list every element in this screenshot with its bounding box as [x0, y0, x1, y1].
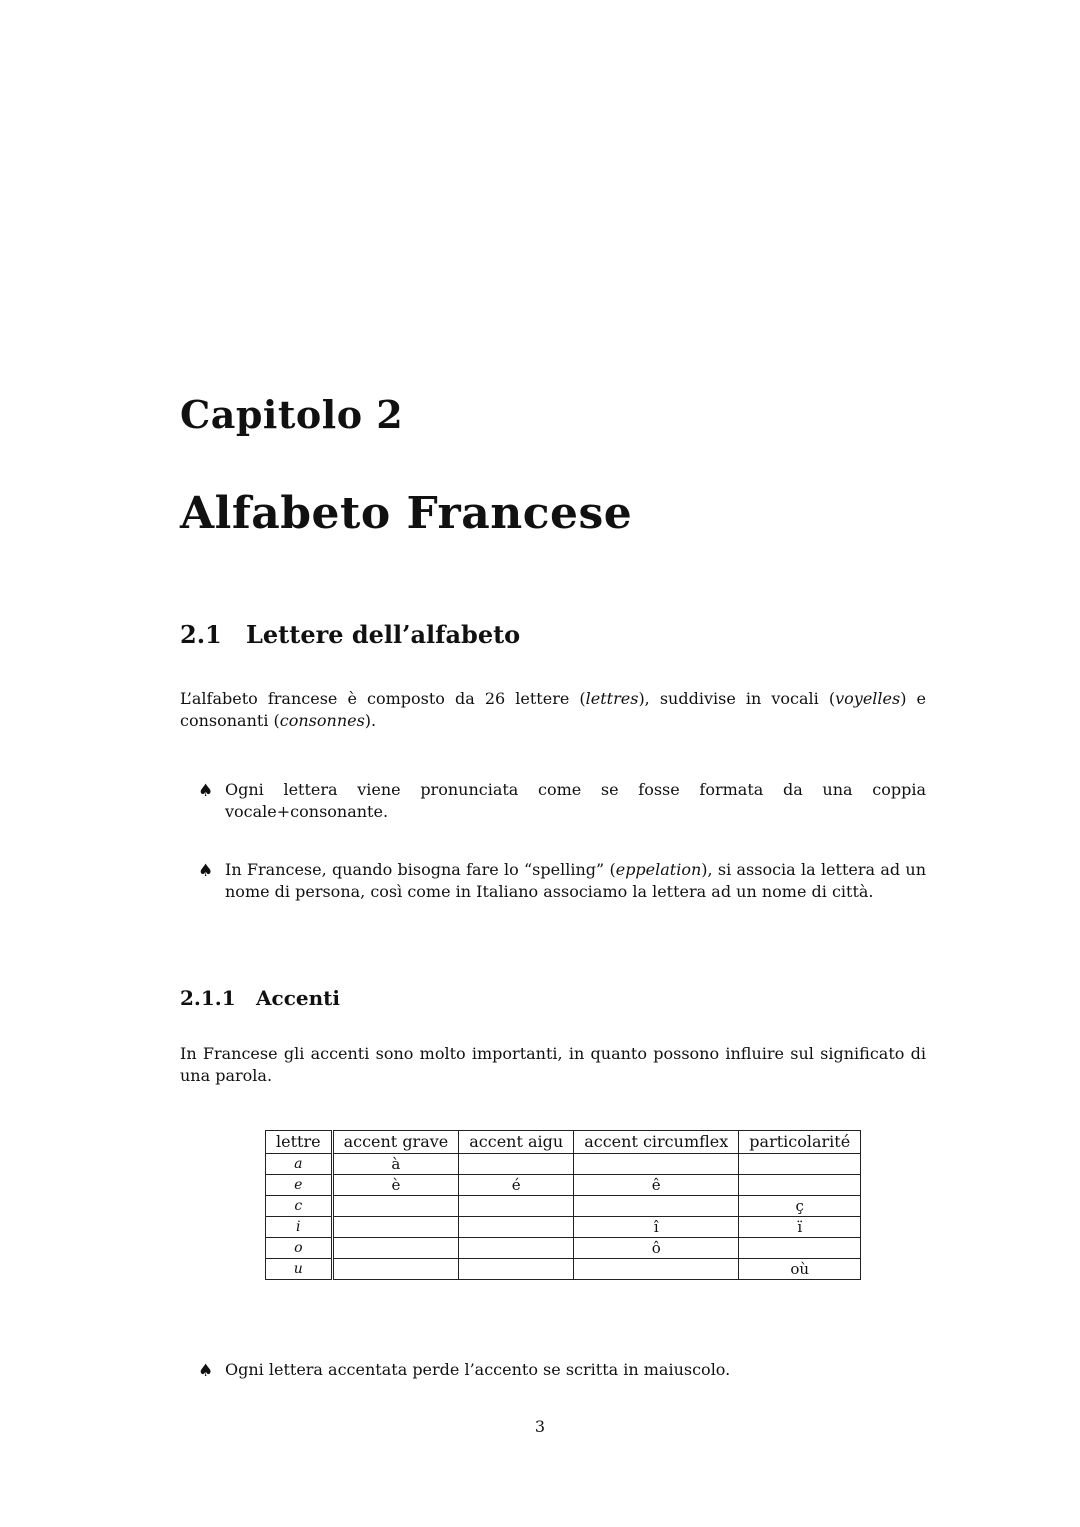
table-cell-letter: a	[266, 1154, 333, 1175]
table-header: accent circumflex	[574, 1131, 739, 1154]
table-header-row	[266, 1131, 861, 1154]
term-voyelles: voyelles	[835, 689, 901, 708]
spade-icon: ♠	[198, 781, 214, 801]
table-cell	[459, 1154, 574, 1175]
table-row	[266, 1217, 861, 1238]
table-cell: è	[332, 1175, 459, 1196]
table-cell: ê	[574, 1175, 739, 1196]
table-header: accent grave	[332, 1131, 459, 1154]
table-cell-letter: e	[266, 1175, 333, 1196]
table-cell	[459, 1196, 574, 1217]
accent-paragraph: In Francese gli accenti sono molto importanti, in quanto possono influire sul significato di una parola.	[180, 1044, 926, 1085]
chapter-label: Capitolo 2	[180, 392, 404, 437]
table-cell	[739, 1175, 861, 1196]
section-number: 2.1	[180, 620, 222, 649]
table-cell: à	[332, 1154, 459, 1175]
bullet-text-part: ), si associa la lettera ad un nome di persona, così come in Italiano associamo la lettera ad un nome di città.	[225, 860, 927, 901]
intro-text: ).	[364, 711, 377, 730]
spade-icon: ♠	[198, 1361, 214, 1381]
table-cell	[332, 1238, 459, 1259]
table-cell-letter: i	[266, 1217, 333, 1238]
term-consonnes: consonnes	[279, 711, 365, 730]
table-cell-letter: u	[266, 1259, 333, 1280]
section-heading	[180, 620, 520, 649]
table-cell	[574, 1154, 739, 1175]
bullet-item	[198, 1359, 926, 1381]
table-cell: ô	[574, 1238, 739, 1259]
table-cell	[574, 1259, 739, 1280]
bullet-text: Ogni lettera accentata perde l’accento se scritta in maiuscolo.	[225, 1360, 731, 1379]
intro-text: ), suddivise in vocali (	[638, 689, 836, 708]
table-row	[266, 1238, 861, 1259]
table-header: accent aigu	[459, 1131, 574, 1154]
bullet-item	[198, 779, 926, 823]
table-cell	[459, 1238, 574, 1259]
table-cell-letter: o	[266, 1238, 333, 1259]
table-cell-letter: c	[266, 1196, 333, 1217]
table-header: particolarité	[739, 1131, 861, 1154]
table-cell	[332, 1259, 459, 1280]
subsection-heading	[180, 986, 340, 1010]
intro-text: ) e consonanti (	[180, 689, 927, 730]
table-cell: ï	[739, 1217, 861, 1238]
subsection-title: Accenti	[256, 986, 340, 1010]
term-lettres: lettres	[585, 689, 639, 708]
page-number: 3	[534, 1417, 546, 1436]
table-cell	[332, 1217, 459, 1238]
table-row	[266, 1154, 861, 1175]
section-title: Lettere dell’alfabeto	[246, 620, 521, 649]
table-cell: é	[459, 1175, 574, 1196]
bullet-item	[198, 859, 926, 903]
table-row	[266, 1259, 861, 1280]
intro-paragraph	[180, 688, 926, 732]
table-row	[266, 1175, 861, 1196]
table-cell: où	[739, 1259, 861, 1280]
bullet-text	[225, 859, 926, 903]
table-cell	[459, 1217, 574, 1238]
intro-text: L’alfabeto francese è composto da 26 lettere (	[180, 689, 586, 708]
table-cell	[574, 1196, 739, 1217]
table-cell	[332, 1196, 459, 1217]
bullet-text-part: In Francese, quando bisogna fare lo “spelling” (	[225, 860, 616, 879]
table-cell	[739, 1238, 861, 1259]
table-header: lettre	[266, 1131, 333, 1154]
bullet-text: Ogni lettera viene pronunciata come se fosse formata da una coppia vocale+consonante.	[225, 780, 926, 821]
table-row	[266, 1196, 861, 1217]
subsection-number: 2.1.1	[180, 986, 236, 1010]
term-eppelation: eppelation	[615, 860, 702, 879]
table-cell: ç	[739, 1196, 861, 1217]
accent-table	[265, 1130, 861, 1280]
table-cell	[459, 1259, 574, 1280]
table-cell: î	[574, 1217, 739, 1238]
chapter-title: Alfabeto Francese	[180, 488, 633, 539]
table-cell	[739, 1154, 861, 1175]
spade-icon: ♠	[198, 861, 214, 881]
